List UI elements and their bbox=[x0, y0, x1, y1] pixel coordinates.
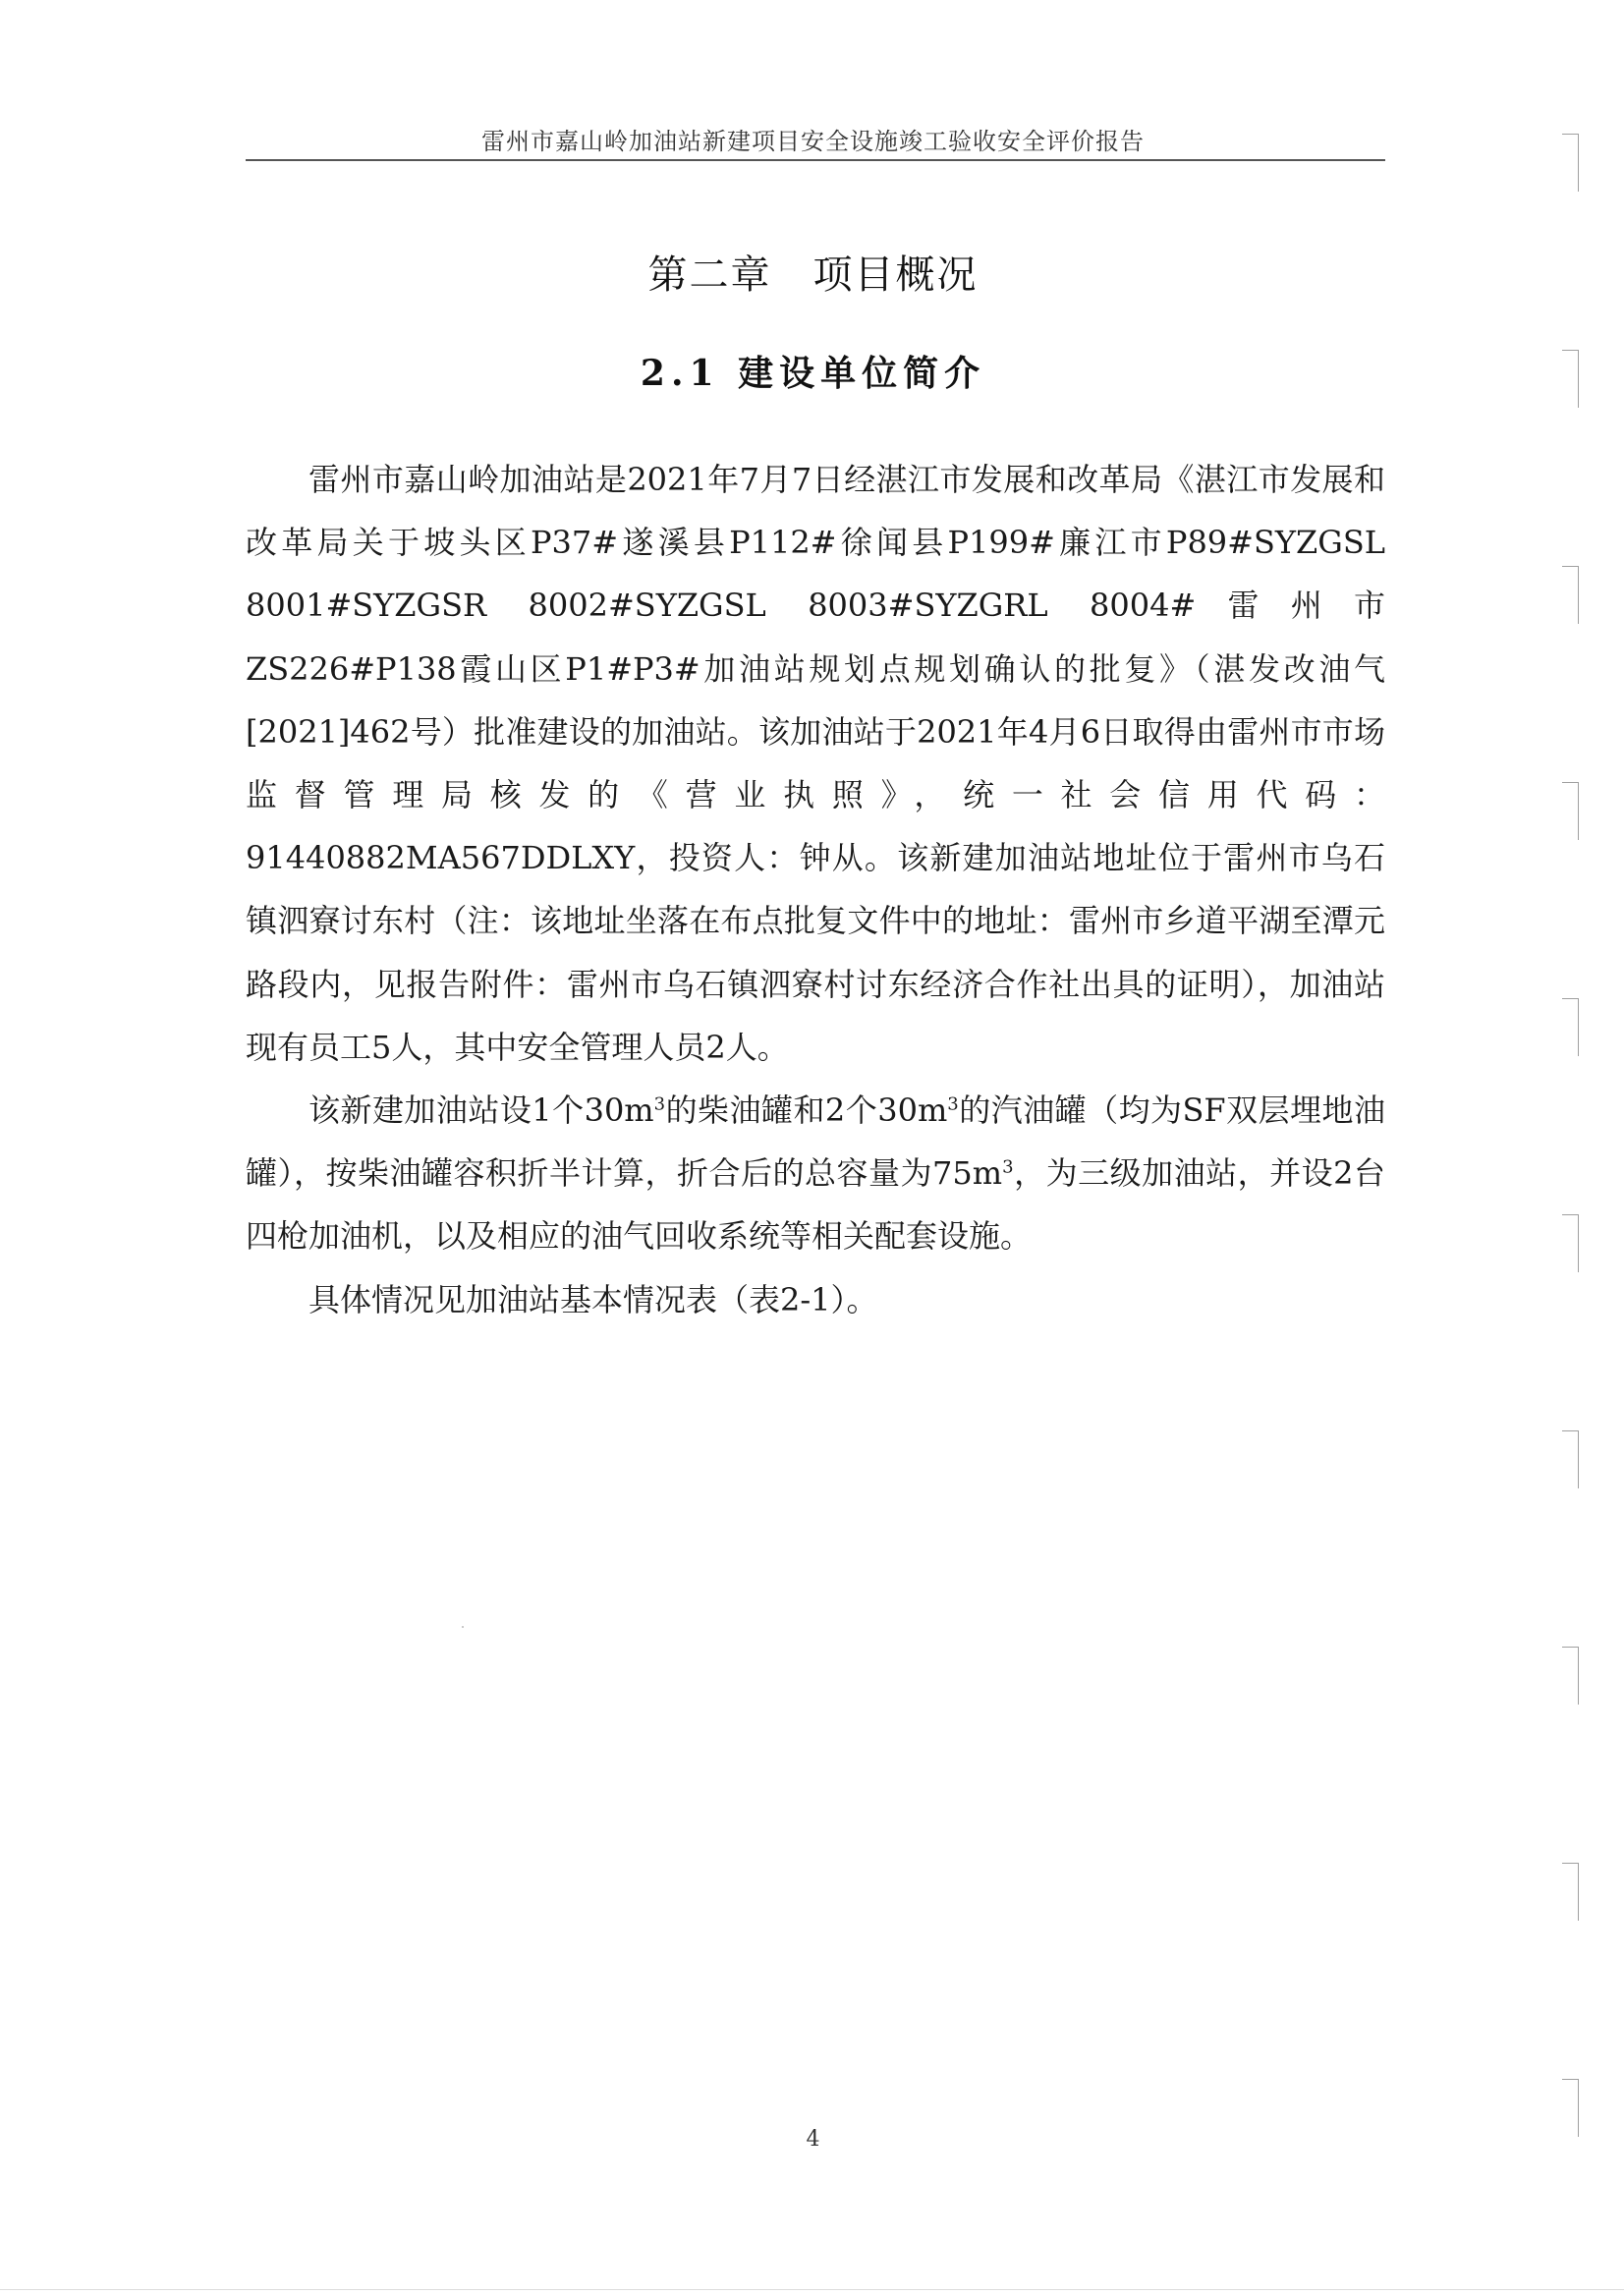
paragraph-2-part-3: 的汽油罐（均为SF双层埋地油罐），按柴油罐容积折半计算，折合后的总容量为75m bbox=[246, 1092, 1385, 1193]
section-title: 2.1 建设单位简介 bbox=[640, 353, 986, 394]
paragraph-2-part-1: 该新建加油站设1个30m bbox=[308, 1092, 654, 1130]
superscript-cubic-2: 3 bbox=[947, 1093, 959, 1115]
binding-mark bbox=[1562, 1214, 1579, 1272]
binding-mark bbox=[1562, 1430, 1579, 1488]
binding-mark bbox=[1562, 134, 1579, 192]
binding-mark bbox=[1562, 1647, 1579, 1705]
scan-edge bbox=[0, 2289, 1624, 2290]
paragraph-1: 雷州市嘉山岭加油站是2021年7月7日经湛江市发展和改革局《湛江市发展和改革局关于坡头区P37#遂溪县P112#徐闻县P199#廉江市P89#SYZGSL 8001#SYZGSR 8002#SYZGSL 8003#SYZGRL 8004#雷州市ZS226#P138霞山区P1#P3#加油站规划点规划确认的批复》（湛发改油气[2021]462号）批准建设的加油站。该加油站于2021年4月6日取得由雷州市市场监督管理局核发的《营业执照》，统一社会信用代码：91440882MA567DDLXY，投资人：钟从。该新建加油站地址位于雷州市乌石镇泗寮讨东村（注：该地址坐落在布点批复文件中的地址：雷州市乡道平湖至潭元路段内，见报告附件：雷州市乌石镇泗寮村讨东经济合作社出具的证明），加油站现有员工5人，其中安全管理人员2人。 bbox=[246, 461, 1385, 1066]
scan-speck bbox=[462, 1626, 464, 1628]
running-header: 雷州市嘉山岭加油站新建项目安全设施竣工验收安全评价报告 bbox=[481, 128, 1145, 155]
superscript-cubic-1: 3 bbox=[653, 1093, 666, 1115]
chapter-title: 第二章 项目概况 bbox=[647, 252, 979, 298]
header-rule bbox=[246, 159, 1385, 161]
paragraph-2 bbox=[246, 1079, 1385, 1268]
body-text bbox=[246, 448, 1385, 1331]
paragraph-2-part-2: 的柴油罐和2个30m bbox=[665, 1092, 948, 1130]
binding-mark bbox=[1562, 998, 1579, 1056]
paragraph-3: 具体情况见加油站基本情况表（表2-1）。 bbox=[308, 1280, 878, 1318]
page-number: 4 bbox=[806, 2127, 820, 2152]
binding-mark bbox=[1562, 2079, 1579, 2137]
binding-mark bbox=[1562, 782, 1579, 840]
binding-mark bbox=[1562, 350, 1579, 408]
paragraph-2-part-4: ，为三级加油站，并设2台四枪加油机，以及相应的油气回收系统等相关配套设施。 bbox=[246, 1154, 1385, 1256]
superscript-cubic-3: 3 bbox=[1002, 1156, 1014, 1178]
binding-mark bbox=[1562, 1863, 1579, 1921]
binding-mark bbox=[1562, 566, 1579, 624]
